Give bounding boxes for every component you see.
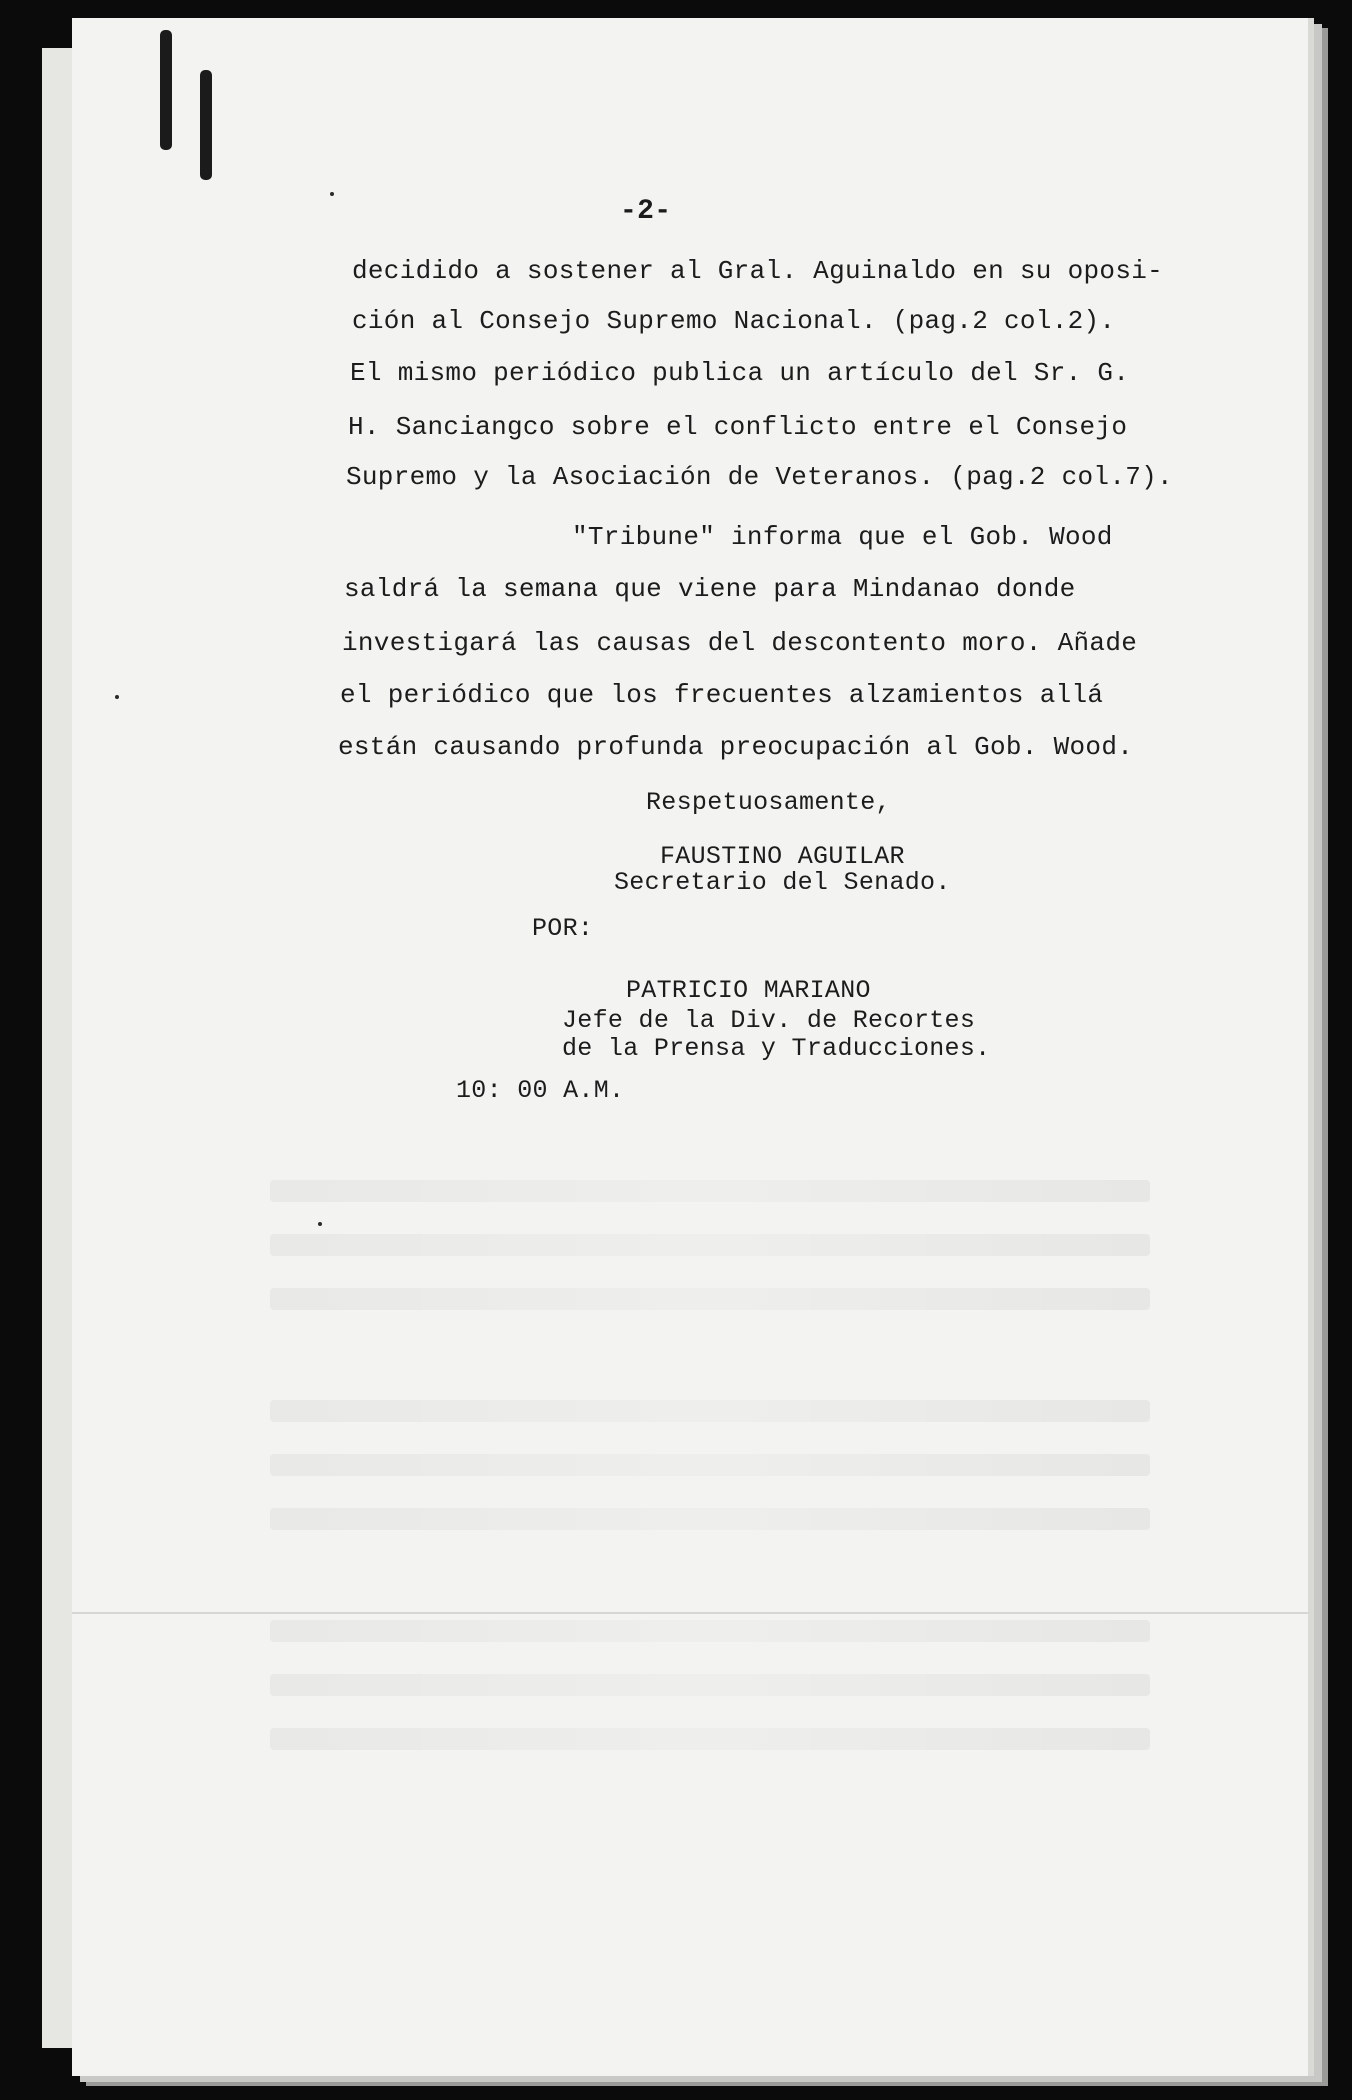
body-line-6: "Tribune" informa que el Gob. Wood <box>572 522 1113 552</box>
show-through <box>270 1728 1150 1750</box>
body-line-8: investigará las causas del descontento moro. Añade <box>342 628 1138 658</box>
show-through <box>270 1180 1150 1202</box>
signatory-title: Secretario del Senado. <box>614 868 951 897</box>
body-line-7: saldrá la semana que viene para Mindanao donde <box>344 574 1076 604</box>
show-through <box>270 1508 1150 1530</box>
body-line-5: Supremo y la Asociación de Veteranos. (pag.2 col.7). <box>346 462 1173 492</box>
closing-salutation: Respetuosamente, <box>646 788 891 817</box>
show-through <box>270 1454 1150 1476</box>
body-line-10: están causando profunda preocupación al Gob. Wood. <box>338 732 1134 762</box>
body-line-1: decidido a sostener al Gral. Aguinaldo en su oposi- <box>352 256 1164 286</box>
page-number: -2- <box>620 196 672 227</box>
ink-speck <box>115 695 119 699</box>
agent-title-line-2: de la Prensa y Traducciones. <box>562 1034 991 1063</box>
ink-speck <box>330 192 334 196</box>
agent-title-line-1: Jefe de la Div. de Recortes <box>562 1006 976 1035</box>
ink-speck <box>318 1222 322 1226</box>
body-line-4: H. Sanciangco sobre el conflicto entre el Consejo <box>348 412 1128 442</box>
body-line-3: El mismo periódico publica un artículo del Sr. G. <box>350 358 1130 388</box>
show-through <box>270 1234 1150 1256</box>
agent-name: PATRICIO MARIANO <box>626 976 871 1005</box>
show-through <box>270 1620 1150 1642</box>
body-line-9: el periódico que los frecuentes alzamientos allá <box>340 680 1104 710</box>
fold-line <box>72 1612 1308 1614</box>
show-through <box>270 1674 1150 1696</box>
signatory-name: FAUSTINO AGUILAR <box>660 842 905 871</box>
binding-hole-mark <box>200 70 212 180</box>
timestamp: 10: 00 A.M. <box>456 1076 625 1105</box>
binding-hole-mark <box>160 30 172 150</box>
show-through <box>270 1400 1150 1422</box>
by-label: POR: <box>532 914 594 943</box>
show-through <box>270 1288 1150 1310</box>
body-line-2: ción al Consejo Supremo Nacional. (pag.2 col.2). <box>352 306 1116 336</box>
